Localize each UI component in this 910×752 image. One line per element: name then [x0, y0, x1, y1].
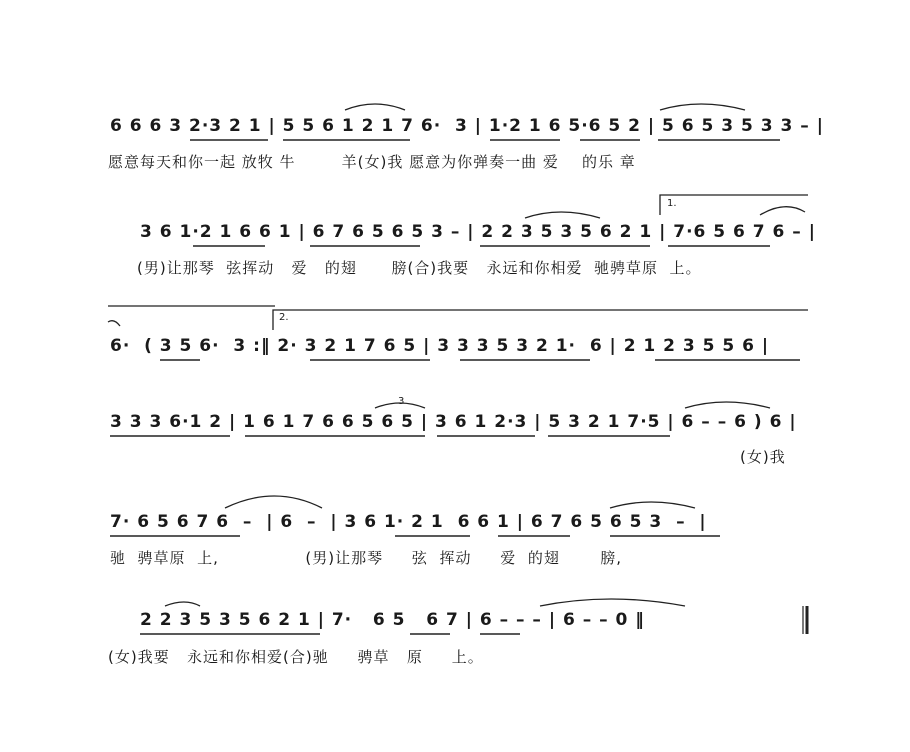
- score-row-3-notes: 6· ( 3 5 6· 3 :‖ 2· 3 2 1 7 6 5 | 3 3 3 5 3 2 1· 6 | 2 1 2 3 5 5 6 |: [110, 336, 770, 356]
- slur: [540, 599, 685, 606]
- slur: [345, 104, 405, 110]
- slur: [525, 212, 600, 218]
- slur: [685, 402, 770, 408]
- second-ending-bracket: [273, 310, 808, 330]
- score-row-4-notes: 3 3 3 6·1 2 | 1 6 1 7 6 6 5 6 5 | 3 6 1 2·3 | 5 3 2 1 7·5 | 6 – – 6 ) 6 |: [110, 412, 797, 432]
- score-row-4-lyrics: (女)我: [740, 448, 786, 466]
- score-row-6-notes: 2 2 3 5 3 5 6 2 1 | 7· 6 5 6 7 | 6 – – – | 6 – – 0 ‖: [140, 610, 645, 630]
- slur: [225, 496, 322, 508]
- score-row-5-notes: 7· 6 5 6 7 6 – | 6 – | 3 6 1· 2 1 6 6 1 | 6 7 6 5 6 5 3 – |: [110, 512, 707, 532]
- score-row-2-notes: 3 6 1·2 1 6 6 1 | 6 7 6 5 6 5 3 – | 2 2 3 5 3 5 6 2 1 | 7·6 5 6 7 6 – |: [140, 222, 816, 242]
- first-ending-bracket: [660, 195, 808, 215]
- slur: [660, 104, 745, 110]
- slur: [165, 602, 200, 606]
- first-ending-label: 1.: [667, 198, 677, 209]
- slur: [760, 207, 805, 215]
- score-row-5-lyrics: 驰 骋草原 上, (男)让那琴 弦 挥动 爱 的翅 膀,: [110, 549, 622, 567]
- score-row-6-lyrics: (女)我要 永远和你相爱(合)驰 骋草 原 上。: [108, 648, 484, 666]
- triplet-mark: 3: [398, 396, 405, 407]
- slur: [610, 502, 695, 508]
- score-row-2-lyrics: (男)让那琴 弦挥动 爱 的翅 膀(合)我要 永远和你相爱 驰骋草原 上。: [137, 259, 702, 277]
- second-ending-label: 2.: [279, 312, 289, 323]
- score-row-1-notes: 6 6 6 3 2·3 2 1 | 5 5 6 1 2 1 7 6· 3 | 1·2 1 6 5·6 5 2 | 5 6 5 3 5 3 3 – |: [110, 116, 824, 136]
- slur: [108, 321, 120, 326]
- score-row-1-lyrics: 愿意每天和你一起 放牧 牛 羊(女)我 愿意为你弹奏一曲 爱 的乐 章: [108, 153, 636, 171]
